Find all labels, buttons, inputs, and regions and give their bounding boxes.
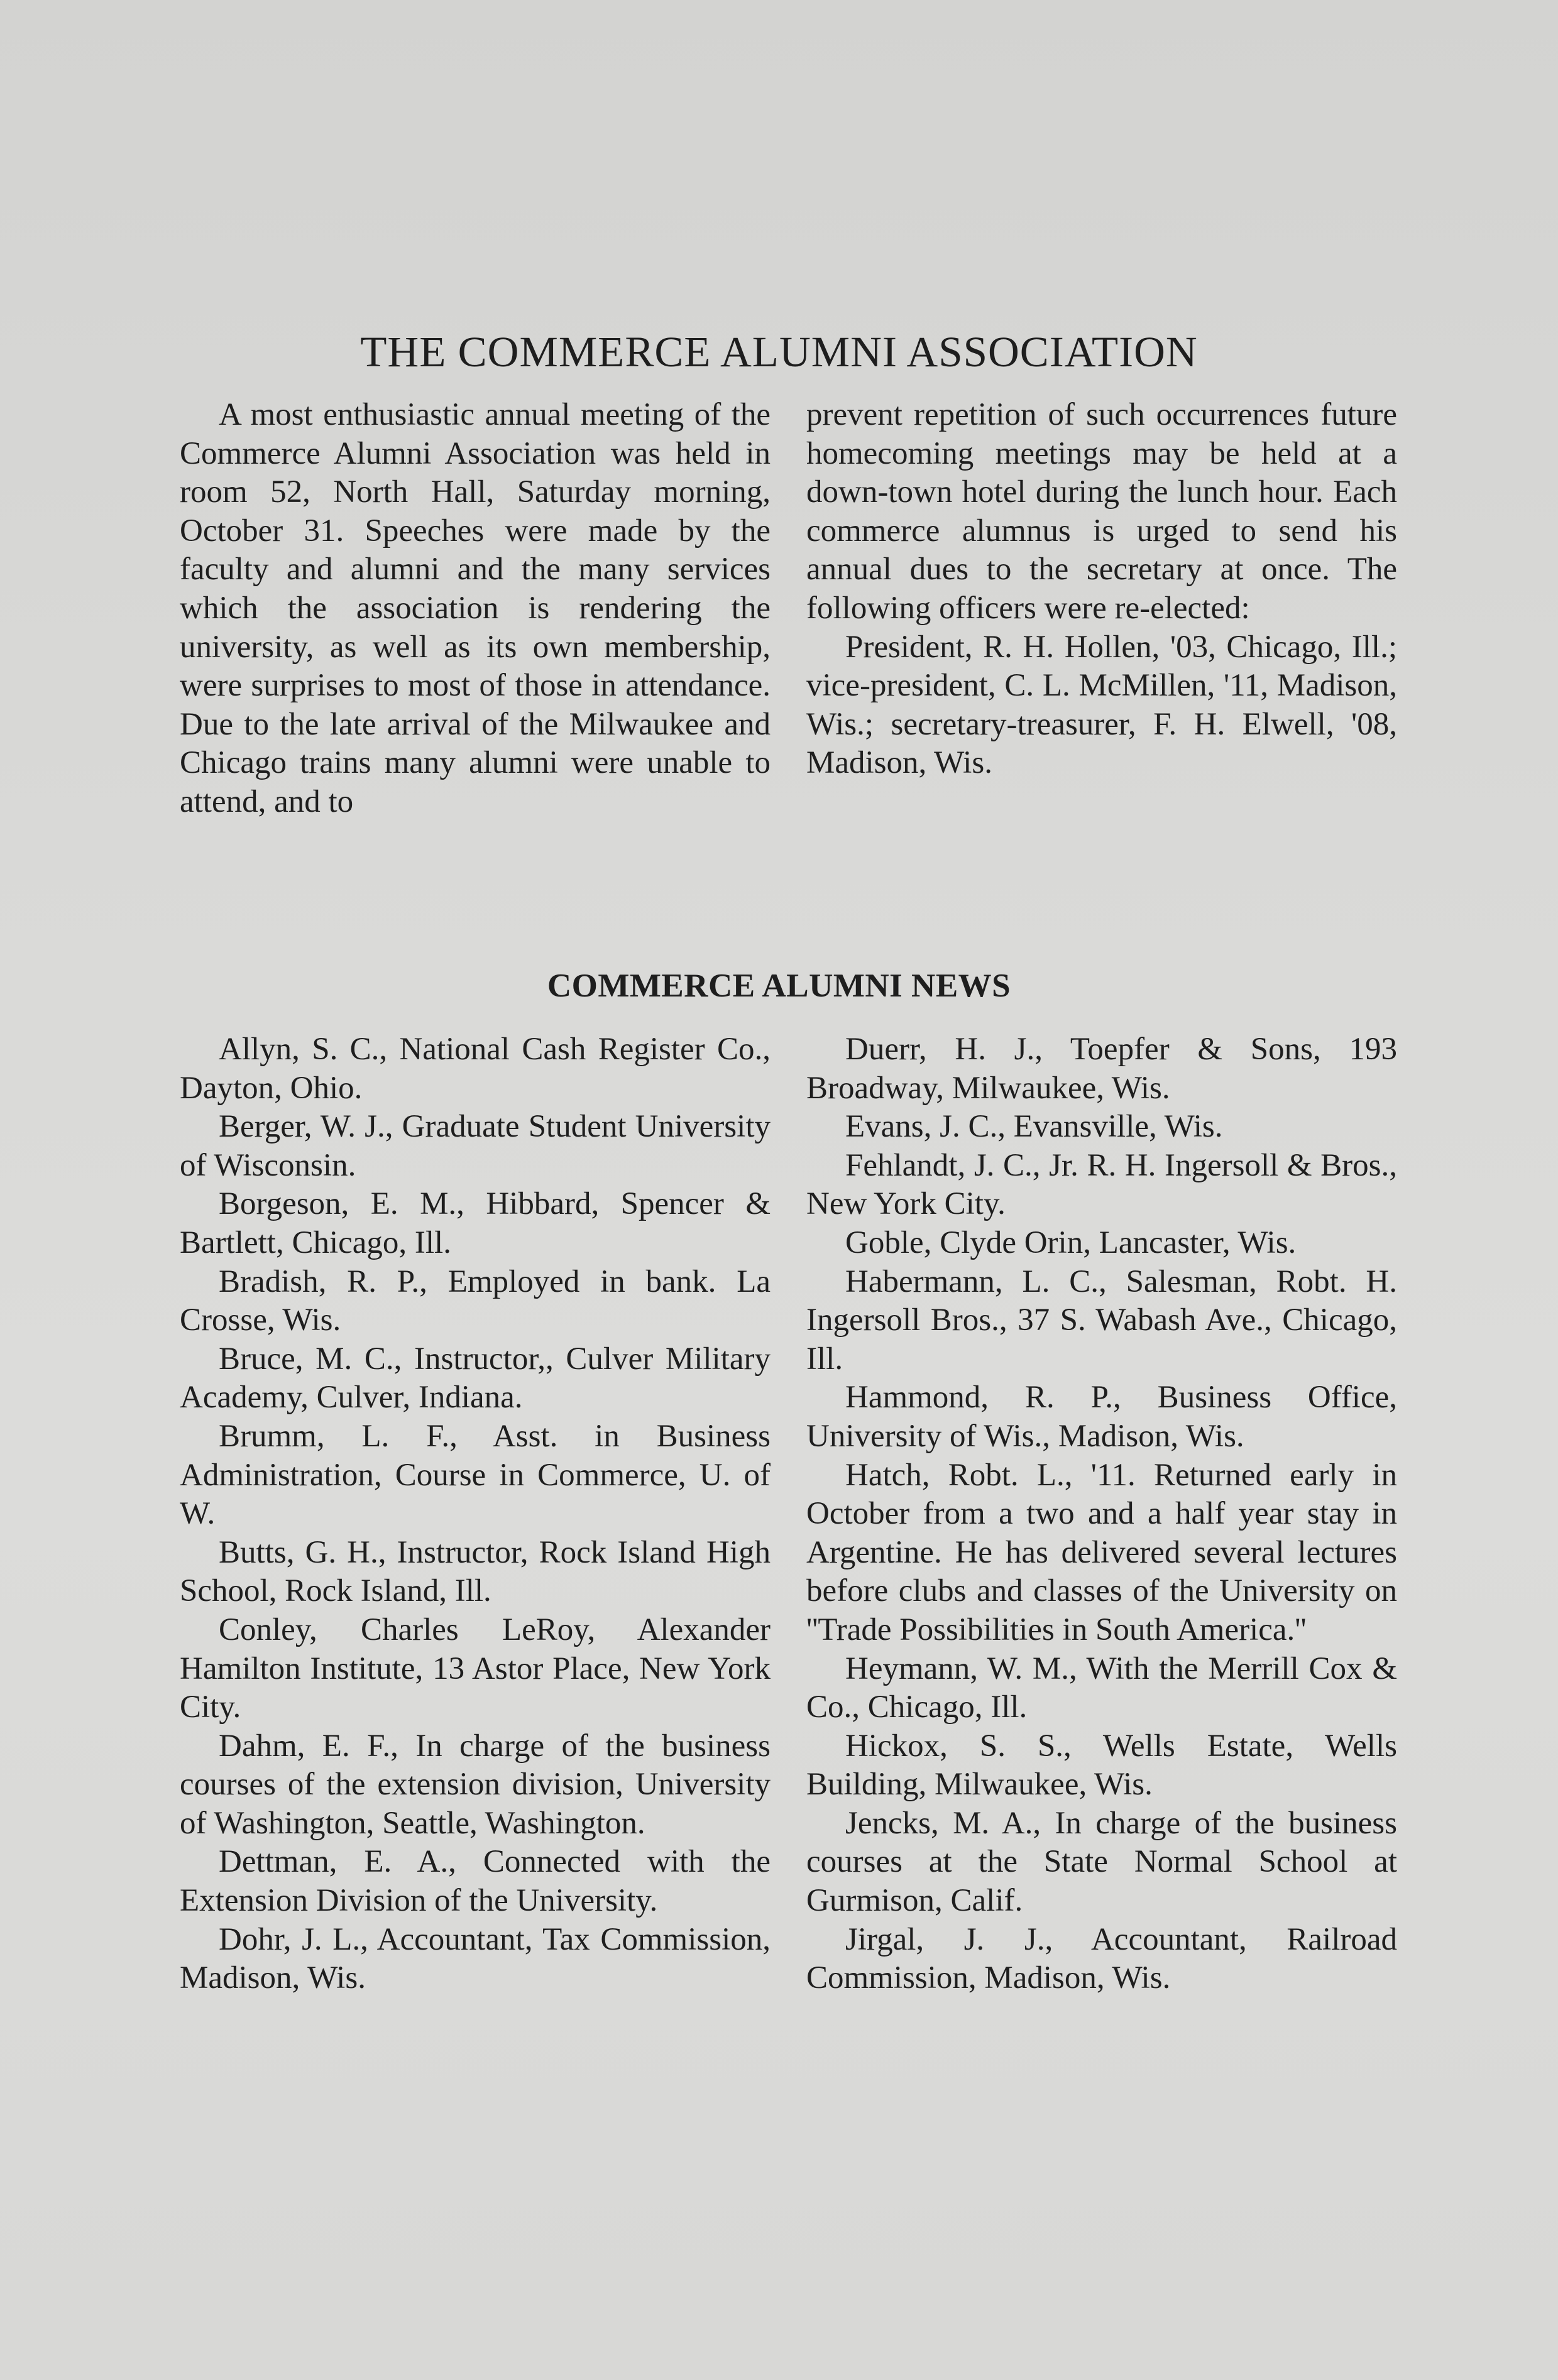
news-entry: Conley, Charles LeRoy, Alexander Hamilton Institute, 13 Astor Place, New York City.: [180, 1612, 771, 1725]
news-entry: Allyn, S. C., National Cash Register Co., Dayton, Ohio.: [180, 1032, 771, 1106]
news-right-column: [806, 1030, 1397, 1998]
news-entry: Jirgal, J. J., Accountant, Railroad Commission, Madison, Wis.: [806, 1921, 1397, 1996]
news-entry: Butts, G. H., Instructor, Rock Island High School, Rock Island, Ill.: [180, 1534, 771, 1609]
news-entry: Borgeson, E. M., Hibbard, Spencer & Bartlett, Chicago, Ill.: [180, 1186, 771, 1260]
page-title: THE COMMERCE ALUMNI ASSOCIATION: [360, 328, 1198, 376]
news-left-column: [180, 1030, 771, 1998]
news-entry: Habermann, L. C., Salesman, Robt. H. Ingersoll Bros., 37 S. Wabash Ave., Chicago, Ill.: [806, 1264, 1397, 1377]
news-entry: Goble, Clyde Orin, Lancaster, Wis.: [845, 1225, 1297, 1260]
news-entry: Dohr, J. L., Accountant, Tax Commission, Madison, Wis.: [180, 1921, 771, 1996]
intro-left-column: [180, 396, 771, 822]
news-entry: Evans, J. C., Evansville, Wis.: [845, 1109, 1223, 1145]
officers-paragraph: President, R. H. Hollen, '03, Chicago, Ill.; vice-president, C. L. McMillen, '11, Madison, Wis.; secretary-treasurer, F. H. Elwell, '08, Madison, Wis.: [806, 629, 1397, 781]
news-entry: Heymann, W. M., With the Merrill Cox & Co., Chicago, Ill.: [806, 1651, 1397, 1725]
news-entry: Jencks, M. A., In charge of the business courses at the State Normal School at Gurmison, Calif.: [806, 1805, 1397, 1919]
news-entry: Duerr, H. J., Toepfer & Sons, 193 Broadway, Milwaukee, Wis.: [806, 1032, 1397, 1106]
news-entry: Dettman, E. A., Connected with the Extension Division of the University.: [180, 1844, 771, 1919]
news-entry: Berger, W. J., Graduate Student University of Wisconsin.: [180, 1109, 771, 1183]
news-heading: COMMERCE ALUMNI NEWS: [547, 967, 1011, 1004]
intro-right-column: [806, 396, 1397, 783]
news-entry: Hatch, Robt. L., '11. Returned early in October from a two and a half year stay in Argentine. He has delivered several lectures before clubs and classes of the University on ''Trade Possibilities in South America.'': [806, 1457, 1397, 1647]
news-entry: Hammond, R. P., Business Office, University of Wis., Madison, Wis.: [806, 1380, 1397, 1454]
news-entry: Fehlandt, J. C., Jr. R. H. Ingersoll & Bros., New York City.: [806, 1147, 1397, 1222]
news-entry: Dahm, E. F., In charge of the business courses of the extension division, University of Washington, Seattle, Washington.: [180, 1728, 771, 1841]
intro-paragraph-continued: prevent repetition of such occurrences future homecoming meetings may be held at a down-town hotel during the lunch hour. Each commerce alumnus is urged to send his annual dues to the secretary at once. The following officers were re-elected:: [806, 397, 1397, 626]
intro-paragraph: A most enthusiastic annual meeting of the Commerce Alumni Association was held in room 52, North Hall, Saturday morning, October 31. Speeches were made by the faculty and alumni and the many services which the association is rendering the university, as well as its own membership, were surprises to most of those in attendance. Due to the late arrival of the Milwaukee and Chicago trains many alumni were unable to attend, and to: [180, 397, 771, 819]
news-entry: Hickox, S. S., Wells Estate, Wells Building, Milwaukee, Wis.: [806, 1728, 1397, 1803]
news-entry: Bruce, M. C., Instructor,, Culver Military Academy, Culver, Indiana.: [180, 1341, 771, 1416]
news-entry: Brumm, L. F., Asst. in Business Administration, Course in Commerce, U. of W.: [180, 1418, 771, 1532]
news-entry: Bradish, R. P., Employed in bank. La Crosse, Wis.: [180, 1264, 771, 1338]
